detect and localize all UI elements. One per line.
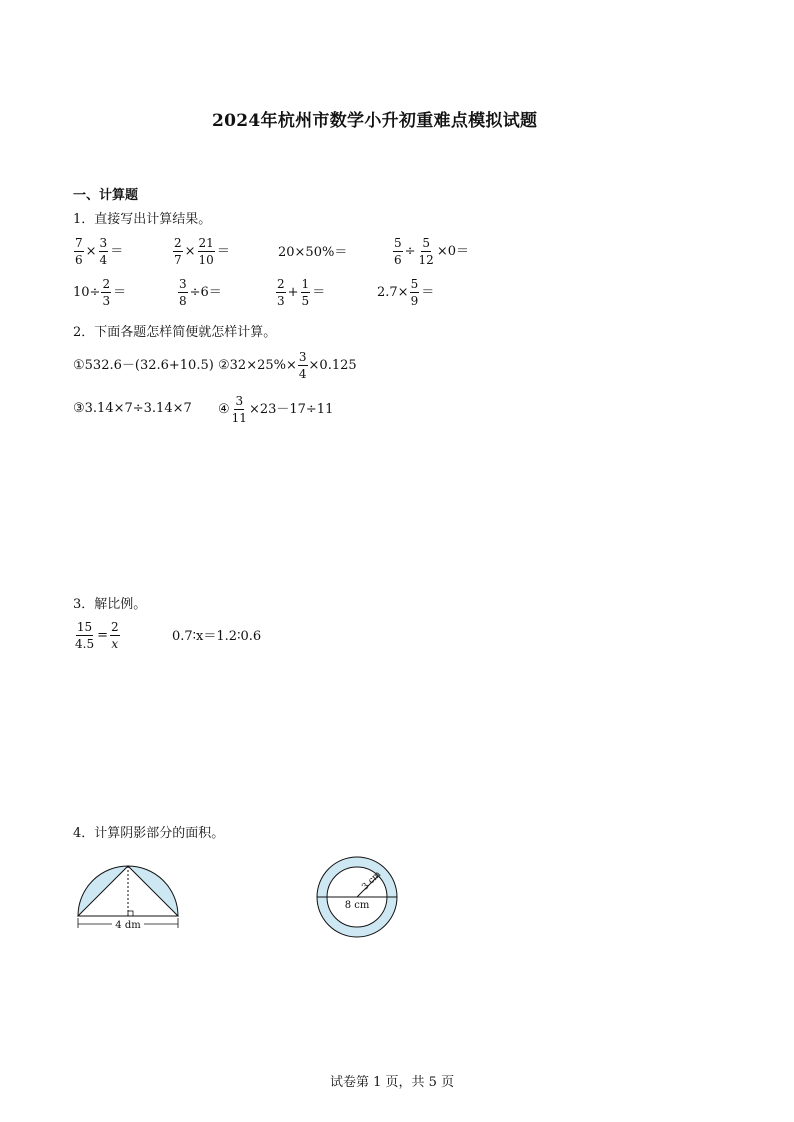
fraction: $\frac{3}{11}$ <box>231 394 247 425</box>
q2-item-1: ①532.6－(32.6+10.5) <box>73 358 214 373</box>
q1-item-f: $\frac{3}{8}$ ÷6＝ <box>179 277 222 308</box>
page-footer: 试卷第 1 页，共 5 页 <box>330 1075 455 1090</box>
q1-item-e: 10÷ $\frac{2}{3}$ ＝ <box>73 277 127 308</box>
q1-item-g: $\frac{2}{3}$ + $\frac{1}{5}$ ＝ <box>277 277 326 308</box>
question-1-prompt: 1．直接写出计算结果。 <box>73 212 212 227</box>
q2-item-3: ③3.14×7÷3.14×7 <box>73 401 192 416</box>
page-title: 2024年杭州市数学小升初重难点模拟试题 <box>212 111 538 131</box>
section-heading-calculation: 一、计算题 <box>73 188 139 203</box>
fraction: $\frac{15}{4.5}$ <box>75 620 95 651</box>
q1-item-d: $\frac{5}{6}$ ÷ $\frac{5}{12}$ ×0＝ <box>394 236 469 267</box>
fraction: $\frac{1}{5}$ <box>301 277 310 308</box>
fraction: $\frac{21}{10}$ <box>198 236 214 267</box>
q2-item-2: ②32×25%× $\frac{3}{4}$ ×0.125 <box>218 350 357 381</box>
fraction: $\frac{5}{12}$ <box>418 236 434 267</box>
q1-item-a: $\frac{7}{6}$ × $\frac{3}{4}$ ＝ <box>75 236 124 267</box>
fraction: $\frac{3}{8}$ <box>179 277 187 308</box>
q3-item-a: $\frac{15}{4.5}$ = $\frac{2}{x}$ <box>75 620 119 651</box>
fraction: $\frac{2}{3}$ <box>102 277 111 308</box>
fraction: $\frac{5}{9}$ <box>410 277 419 308</box>
question-3-prompt: 3．解比例。 <box>73 597 147 612</box>
fraction: $\frac{3}{4}$ <box>99 236 108 267</box>
semicircle-triangle-figure <box>72 860 184 935</box>
fraction: $\frac{7}{6}$ <box>75 236 83 267</box>
diameter-label: 8 cm <box>344 900 370 911</box>
fraction: $\frac{2}{x}$ <box>111 620 119 651</box>
base-length-label: 4 dm <box>115 920 141 931</box>
question-4-prompt: 4．计算阴影部分的面积。 <box>73 826 225 841</box>
fraction: $\frac{2}{7}$ <box>174 236 182 267</box>
fraction: $\frac{2}{3}$ <box>277 277 285 308</box>
q3-item-b: 0.7∶x＝1.2∶0.6 <box>172 629 262 644</box>
q1-item-c: 20×50%＝ <box>278 245 348 260</box>
ring-figure <box>312 852 402 942</box>
q2-item-4: ④ $\frac{3}{11}$ ×23－17÷11 <box>218 394 334 425</box>
q1-item-h: 2.7× $\frac{5}{9}$ ＝ <box>377 277 435 308</box>
question-2-prompt: 2．下面各题怎样简便就怎样计算。 <box>73 325 277 340</box>
fraction: $\frac{3}{4}$ <box>298 350 307 381</box>
fraction: $\frac{5}{6}$ <box>394 236 402 267</box>
q1-item-b: $\frac{2}{7}$ × $\frac{21}{10}$ ＝ <box>174 236 230 267</box>
radius-label: 3 cm <box>360 869 384 893</box>
